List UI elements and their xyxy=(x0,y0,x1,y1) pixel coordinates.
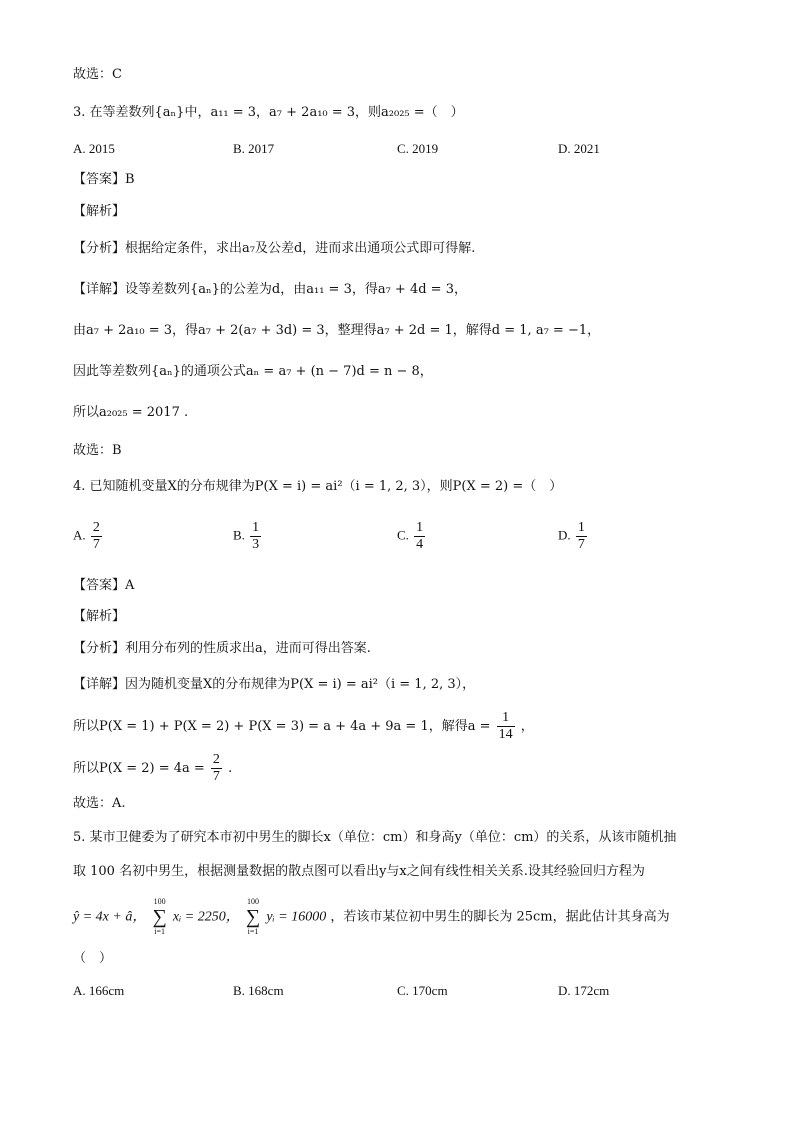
fraction-numerator: 2 xyxy=(212,752,220,767)
sum-lower-limit: i=1 xyxy=(154,927,165,936)
fraction-denominator: 14 xyxy=(498,727,513,742)
q4-detail-3-text: 所以P(X = 2) = 4a = xyxy=(73,761,205,776)
choose-a-line: 故选：A. xyxy=(73,796,126,811)
q5-option-b: B. 168cm xyxy=(233,983,284,998)
q3-detail-4: 所以a₂₀₂₅ = 2017 . xyxy=(73,405,189,420)
fraction-numerator: 1 xyxy=(502,710,510,725)
fraction-numerator: 1 xyxy=(416,520,424,535)
question-4-stem: 4. 已知随机变量X的分布规律为P(X = i) = ai²（i = 1, 2, 3），则P(X = 2) =（ ） xyxy=(73,479,563,494)
q4-answer: 【答案】A xyxy=(73,578,135,593)
q4-option-d-fraction xyxy=(576,520,587,553)
q3-option-c: C. 2019 xyxy=(397,141,439,156)
q3-answer: 【答案】B xyxy=(73,172,135,187)
q3-detail-3: 因此等差数列{aₙ}的通项公式aₙ = a₇ + (n − 7)d = n − 8， xyxy=(73,364,433,379)
q4-detail-2-text: 所以P(X = 1) + P(X = 2) + P(X = 3) = a + 4a + 9a = 1，解得a = xyxy=(73,719,491,734)
q4-option-a-fraction xyxy=(91,520,102,553)
fraction-denominator: 7 xyxy=(212,769,220,784)
q3-analysis: 【分析】根据给定条件，求出a₇及公差d，进而求出通项公式即可得解. xyxy=(73,241,476,256)
q5-option-d: D. 172cm xyxy=(558,983,610,998)
regression-equation: ŷ = 4x + â， xyxy=(73,909,147,925)
q4-option-c-letter: C. xyxy=(397,527,409,543)
fraction-numerator: 2 xyxy=(92,520,100,535)
q4-option-b xyxy=(233,520,263,553)
q4-detail-1: 【详解】因为随机变量X的分布规律为P(X = i) = ai²（i = 1, 2, 3）， xyxy=(73,677,476,692)
fraction-denominator: 7 xyxy=(92,537,100,552)
q4-option-b-letter: B. xyxy=(233,527,245,543)
q4-option-d xyxy=(558,520,589,553)
question-5-line-3-tail: ，若该市某位初中男生的脚长为 25cm，据此估计其身高为 xyxy=(330,909,670,925)
sigma-icon: ∑ xyxy=(152,906,167,928)
q4-option-a-letter: A. xyxy=(73,527,86,543)
q3-detail-1: 【详解】设等差数列{aₙ}的公差为d，由a₁₁ = 3，得a₇ + 4d = 3， xyxy=(73,282,467,297)
q4-option-a xyxy=(73,520,104,553)
question-3-stem: 3. 在等差数列{aₙ}中，a₁₁ = 3，a₇ + 2a₁₀ = 3，则a₂₀₂₅ =（ ） xyxy=(73,105,464,120)
fraction-denominator: 7 xyxy=(577,537,585,552)
q3-option-a: A. 2015 xyxy=(73,141,115,156)
q4-option-b-fraction xyxy=(250,520,261,553)
question-5-line-1: 5. 某市卫健委为了研究本市初中男生的脚长x（单位：cm）和身高y（单位：cm）的关系，从该市随机抽 xyxy=(73,830,677,845)
choose-b-line: 故选：B xyxy=(73,443,122,458)
q4-option-c-fraction xyxy=(414,520,425,553)
q3-analysis-heading: 【解析】 xyxy=(73,204,126,219)
question-5-line-2: 取 100 名初中男生，根据测量数据的散点图可以看出y与x之间有线性相关关系.设其经验回归方程为 xyxy=(73,864,645,879)
q4-analysis-heading: 【解析】 xyxy=(73,609,126,624)
q3-option-d: D. 2021 xyxy=(558,141,600,156)
q3-detail-2: 由a₇ + 2a₁₀ = 3，得a₇ + 2(a₇ + 3d) = 3，整理得a₇ + 2d = 1，解得d = 1, a₇ = −1， xyxy=(73,323,601,338)
fraction-denominator: 4 xyxy=(416,537,424,552)
q4-option-d-letter: D. xyxy=(558,527,571,543)
sum-upper-limit: 100 xyxy=(153,897,166,906)
sum-y-expression: yᵢ = 16000 xyxy=(266,909,327,925)
fraction-denominator: 3 xyxy=(252,537,260,552)
sum-upper-limit: 100 xyxy=(247,897,260,906)
q4-detail-2-fraction xyxy=(497,710,515,743)
q5-option-a: A. 166cm xyxy=(73,983,125,998)
q4-detail-2-tail: ， xyxy=(520,719,534,734)
sum-lower-limit: i=1 xyxy=(247,927,259,936)
fraction-numerator: 1 xyxy=(577,520,585,535)
q4-detail-2 xyxy=(73,710,534,743)
q4-detail-3-tail: . xyxy=(228,761,233,776)
fraction-numerator: 1 xyxy=(252,520,260,535)
question-5-line-4: （ ） xyxy=(73,951,113,966)
q5-option-c: C. 170cm xyxy=(397,983,448,998)
choose-c-line: 故选：C xyxy=(73,67,122,82)
sum-symbol-x xyxy=(152,897,166,937)
q4-detail-3-fraction xyxy=(211,752,222,785)
q3-option-b: B. 2017 xyxy=(233,141,275,156)
q4-detail-3 xyxy=(73,752,232,785)
sum-x-expression: xᵢ = 2250， xyxy=(172,909,240,925)
q4-option-c xyxy=(397,520,427,553)
question-5-line-3 xyxy=(73,897,670,937)
sum-symbol-y xyxy=(246,897,260,937)
q4-analysis: 【分析】利用分布列的性质求出a，进而可得出答案. xyxy=(73,641,371,656)
sigma-icon: ∑ xyxy=(245,906,261,928)
